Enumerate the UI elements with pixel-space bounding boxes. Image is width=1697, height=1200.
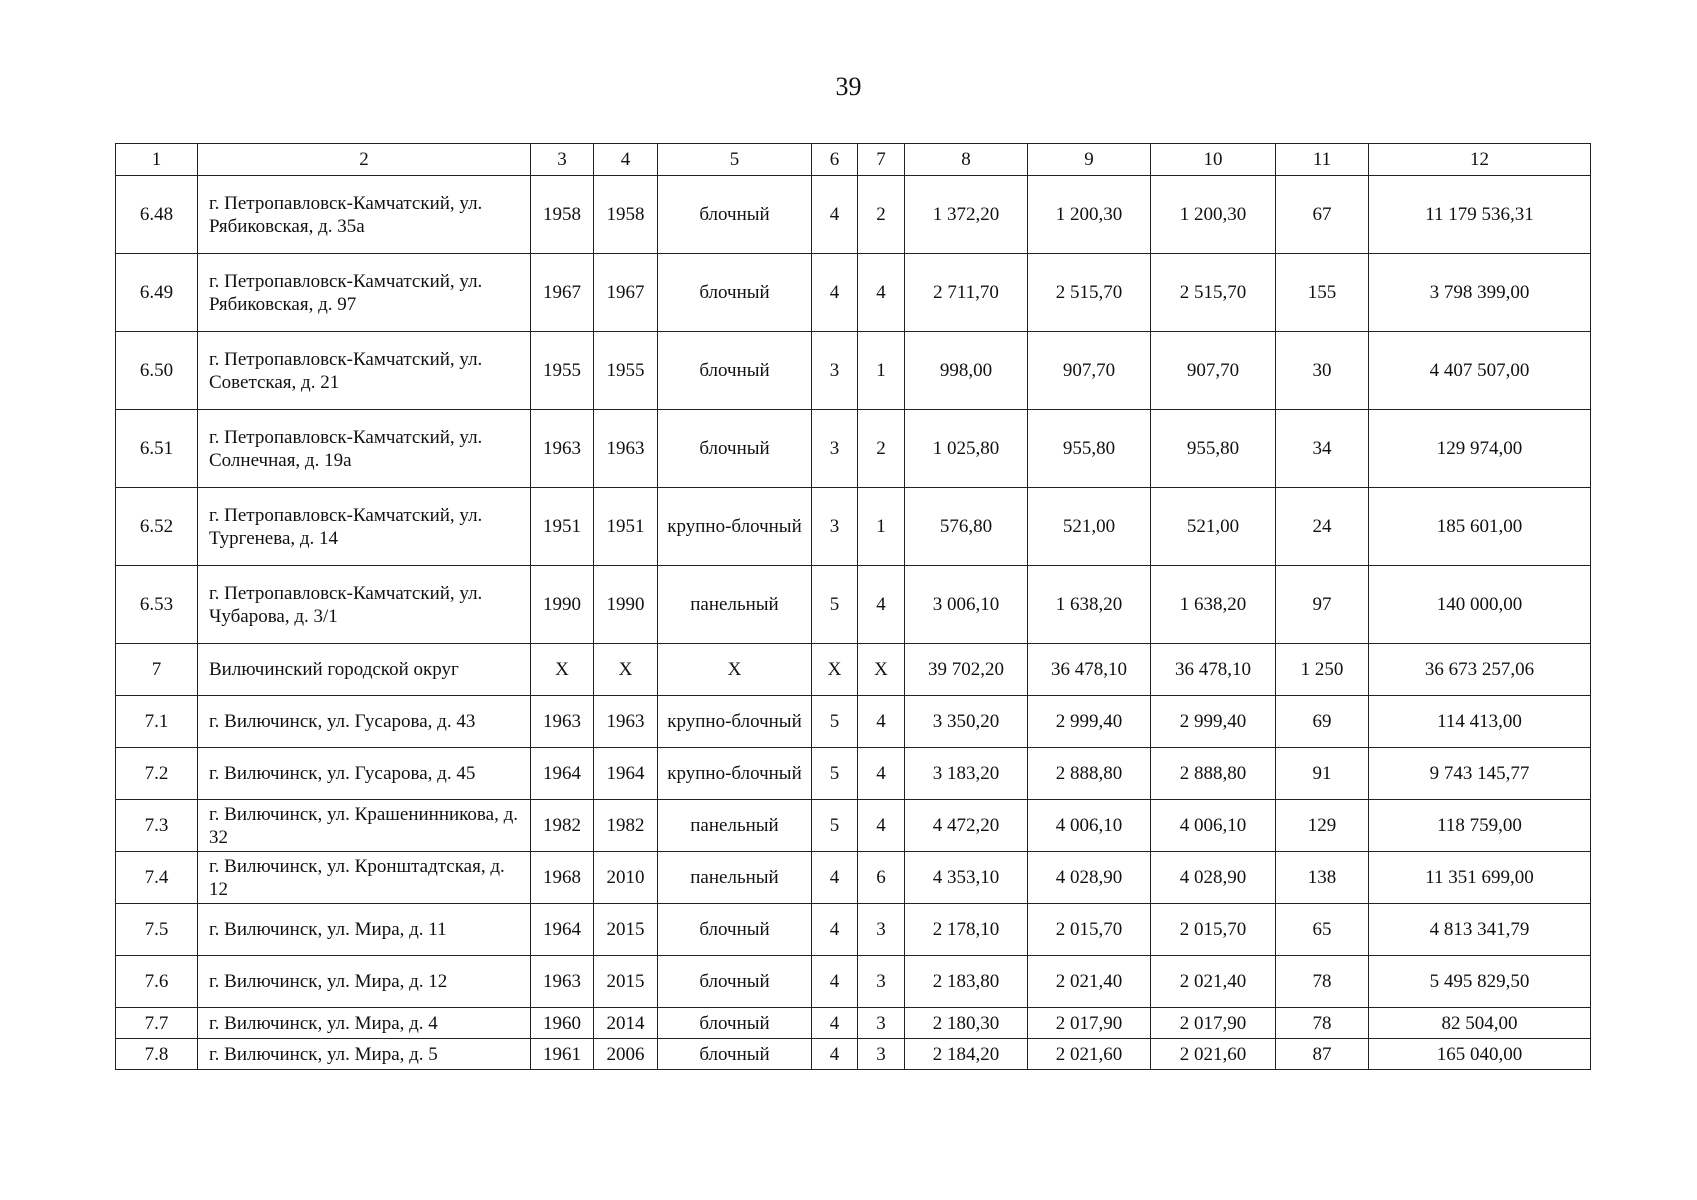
- cell: X: [531, 644, 594, 696]
- cell: панельный: [658, 852, 812, 904]
- cell: 2015: [594, 956, 658, 1008]
- cell: 5: [812, 696, 858, 748]
- cell: 82 504,00: [1369, 1008, 1591, 1039]
- cell: 1951: [531, 488, 594, 566]
- cell: 1964: [594, 748, 658, 800]
- table-row: [116, 410, 1591, 488]
- cell: 907,70: [1151, 332, 1276, 410]
- cell: 955,80: [1028, 410, 1151, 488]
- cell: панельный: [658, 800, 812, 852]
- cell: 2 178,10: [905, 904, 1028, 956]
- cell: 521,00: [1028, 488, 1151, 566]
- column-header: 12: [1369, 144, 1591, 176]
- cell: 1990: [594, 566, 658, 644]
- cell: 5: [812, 800, 858, 852]
- cell: 1 025,80: [905, 410, 1028, 488]
- cell: 4: [812, 904, 858, 956]
- cell: 36 478,10: [1151, 644, 1276, 696]
- cell: 30: [1276, 332, 1369, 410]
- address-cell: г. Петропавловск-Камчатский, ул. Рябиковская, д. 97: [198, 254, 531, 332]
- cell: 3 798 399,00: [1369, 254, 1591, 332]
- row-number: 6.48: [116, 176, 198, 254]
- cell: 5 495 829,50: [1369, 956, 1591, 1008]
- cell: 3: [812, 410, 858, 488]
- cell: 3: [858, 956, 905, 1008]
- cell: 1955: [594, 332, 658, 410]
- cell: 4 472,20: [905, 800, 1028, 852]
- cell: 1958: [594, 176, 658, 254]
- row-number: 7.7: [116, 1008, 198, 1039]
- cell: 1963: [594, 410, 658, 488]
- cell: блочный: [658, 904, 812, 956]
- cell: 24: [1276, 488, 1369, 566]
- cell: 2 515,70: [1151, 254, 1276, 332]
- column-header: 2: [198, 144, 531, 176]
- cell: 1951: [594, 488, 658, 566]
- cell: 2: [858, 410, 905, 488]
- table-row: [116, 644, 1591, 696]
- table-row: [116, 748, 1591, 800]
- cell: блочный: [658, 410, 812, 488]
- address-cell: г. Петропавловск-Камчатский, ул. Советская, д. 21: [198, 332, 531, 410]
- cell: 2: [858, 176, 905, 254]
- cell: 4: [858, 566, 905, 644]
- row-number: 6.53: [116, 566, 198, 644]
- row-number: 6.52: [116, 488, 198, 566]
- cell: X: [658, 644, 812, 696]
- cell: 955,80: [1151, 410, 1276, 488]
- cell: 2 021,60: [1028, 1039, 1151, 1070]
- address-cell: г. Вилючинск, ул. Гусарова, д. 45: [198, 748, 531, 800]
- cell: 9 743 145,77: [1369, 748, 1591, 800]
- cell: 67: [1276, 176, 1369, 254]
- cell: 4 353,10: [905, 852, 1028, 904]
- address-cell: г. Вилючинск, ул. Гусарова, д. 43: [198, 696, 531, 748]
- table-row: [116, 332, 1591, 410]
- cell: 2 888,80: [1028, 748, 1151, 800]
- cell: 1 638,20: [1028, 566, 1151, 644]
- cell: 2015: [594, 904, 658, 956]
- address-cell: г. Петропавловск-Камчатский, ул. Чубарова, д. 3/1: [198, 566, 531, 644]
- cell: 1961: [531, 1039, 594, 1070]
- cell: 1 250: [1276, 644, 1369, 696]
- cell: 2 711,70: [905, 254, 1028, 332]
- cell: 11 179 536,31: [1369, 176, 1591, 254]
- cell: 39 702,20: [905, 644, 1028, 696]
- cell: панельный: [658, 566, 812, 644]
- cell: 907,70: [1028, 332, 1151, 410]
- cell: 91: [1276, 748, 1369, 800]
- cell: 1963: [531, 956, 594, 1008]
- cell: 1963: [531, 696, 594, 748]
- cell: 4: [812, 956, 858, 1008]
- cell: 1 200,30: [1028, 176, 1151, 254]
- cell: 4 028,90: [1151, 852, 1276, 904]
- cell: 4 006,10: [1028, 800, 1151, 852]
- cell: 155: [1276, 254, 1369, 332]
- cell: 1963: [594, 696, 658, 748]
- cell: 2010: [594, 852, 658, 904]
- table-row: [116, 254, 1591, 332]
- cell: 3 006,10: [905, 566, 1028, 644]
- cell: 4: [812, 852, 858, 904]
- table-row: [116, 956, 1591, 1008]
- cell: 576,80: [905, 488, 1028, 566]
- cell: 3: [858, 904, 905, 956]
- column-header: 10: [1151, 144, 1276, 176]
- cell: 4: [812, 1039, 858, 1070]
- table-row: [116, 1008, 1591, 1039]
- row-number: 7.8: [116, 1039, 198, 1070]
- column-header: 6: [812, 144, 858, 176]
- cell: 2 183,80: [905, 956, 1028, 1008]
- cell: X: [812, 644, 858, 696]
- cell: 2 017,90: [1028, 1008, 1151, 1039]
- cell: 3 183,20: [905, 748, 1028, 800]
- cell: блочный: [658, 956, 812, 1008]
- cell: блочный: [658, 1039, 812, 1070]
- cell: 998,00: [905, 332, 1028, 410]
- cell: 6: [858, 852, 905, 904]
- cell: 1963: [531, 410, 594, 488]
- cell: 1: [858, 332, 905, 410]
- address-cell: г. Вилючинск, ул. Мира, д. 12: [198, 956, 531, 1008]
- cell: 3: [812, 488, 858, 566]
- cell: 4 813 341,79: [1369, 904, 1591, 956]
- cell: 1 200,30: [1151, 176, 1276, 254]
- column-header: 9: [1028, 144, 1151, 176]
- cell: 4 006,10: [1151, 800, 1276, 852]
- cell: 1964: [531, 748, 594, 800]
- address-cell: г. Петропавловск-Камчатский, ул. Рябиковская, д. 35а: [198, 176, 531, 254]
- table-row: [116, 176, 1591, 254]
- cell: 1982: [594, 800, 658, 852]
- cell: 1982: [531, 800, 594, 852]
- cell: 97: [1276, 566, 1369, 644]
- cell: 129 974,00: [1369, 410, 1591, 488]
- cell: 69: [1276, 696, 1369, 748]
- cell: 1990: [531, 566, 594, 644]
- row-number: 7.5: [116, 904, 198, 956]
- cell: 11 351 699,00: [1369, 852, 1591, 904]
- cell: 4: [812, 1008, 858, 1039]
- cell: 1955: [531, 332, 594, 410]
- row-number: 7: [116, 644, 198, 696]
- table-row: [116, 800, 1591, 852]
- cell: 5: [812, 566, 858, 644]
- cell: 1968: [531, 852, 594, 904]
- column-header: 3: [531, 144, 594, 176]
- cell: 2 021,40: [1028, 956, 1151, 1008]
- row-number: 7.4: [116, 852, 198, 904]
- address-cell: г. Вилючинск, ул. Мира, д. 4: [198, 1008, 531, 1039]
- cell: 78: [1276, 1008, 1369, 1039]
- cell: 4: [858, 800, 905, 852]
- cell: 114 413,00: [1369, 696, 1591, 748]
- cell: 2 999,40: [1151, 696, 1276, 748]
- address-cell: г. Вилючинск, ул. Мира, д. 11: [198, 904, 531, 956]
- table-row: [116, 488, 1591, 566]
- cell: 2 515,70: [1028, 254, 1151, 332]
- table-row: [116, 696, 1591, 748]
- row-number: 7.2: [116, 748, 198, 800]
- row-number: 6.50: [116, 332, 198, 410]
- cell: X: [858, 644, 905, 696]
- address-cell: г. Вилючинск, ул. Кронштадтская, д. 12: [198, 852, 531, 904]
- cell: 3: [812, 332, 858, 410]
- cell: 2 017,90: [1151, 1008, 1276, 1039]
- cell: 138: [1276, 852, 1369, 904]
- cell: 185 601,00: [1369, 488, 1591, 566]
- cell: 4 028,90: [1028, 852, 1151, 904]
- cell: 2 999,40: [1028, 696, 1151, 748]
- cell: 2 888,80: [1151, 748, 1276, 800]
- cell: 4 407 507,00: [1369, 332, 1591, 410]
- cell: 4: [812, 176, 858, 254]
- cell: 1958: [531, 176, 594, 254]
- cell: 2014: [594, 1008, 658, 1039]
- table-row: [116, 904, 1591, 956]
- cell: 2 180,30: [905, 1008, 1028, 1039]
- address-cell: г. Вилючинск, ул. Крашенинникова, д. 32: [198, 800, 531, 852]
- cell: 2006: [594, 1039, 658, 1070]
- cell: X: [594, 644, 658, 696]
- cell: 3: [858, 1008, 905, 1039]
- cell: 3: [858, 1039, 905, 1070]
- cell: крупно-блочный: [658, 748, 812, 800]
- cell: 65: [1276, 904, 1369, 956]
- cell: 4: [812, 254, 858, 332]
- cell: блочный: [658, 254, 812, 332]
- address-cell: Вилючинский городской округ: [198, 644, 531, 696]
- housing-registry-table: [115, 143, 1591, 1070]
- cell: блочный: [658, 332, 812, 410]
- cell: 4: [858, 748, 905, 800]
- cell: блочный: [658, 176, 812, 254]
- row-number: 7.3: [116, 800, 198, 852]
- cell: крупно-блочный: [658, 696, 812, 748]
- cell: 1967: [531, 254, 594, 332]
- cell: 129: [1276, 800, 1369, 852]
- cell: 1: [858, 488, 905, 566]
- address-cell: г. Петропавловск-Камчатский, ул. Солнечная, д. 19а: [198, 410, 531, 488]
- cell: 2 021,40: [1151, 956, 1276, 1008]
- address-cell: г. Вилючинск, ул. Мира, д. 5: [198, 1039, 531, 1070]
- cell: 2 021,60: [1151, 1039, 1276, 1070]
- cell: 1 372,20: [905, 176, 1028, 254]
- row-number: 7.1: [116, 696, 198, 748]
- cell: 34: [1276, 410, 1369, 488]
- cell: 36 673 257,06: [1369, 644, 1591, 696]
- cell: крупно-блочный: [658, 488, 812, 566]
- column-header: 7: [858, 144, 905, 176]
- table-row: [116, 852, 1591, 904]
- row-number: 6.49: [116, 254, 198, 332]
- address-cell: г. Петропавловск-Камчатский, ул. Тургенева, д. 14: [198, 488, 531, 566]
- cell: 4: [858, 696, 905, 748]
- cell: 36 478,10: [1028, 644, 1151, 696]
- cell: 140 000,00: [1369, 566, 1591, 644]
- column-header: 1: [116, 144, 198, 176]
- cell: 1960: [531, 1008, 594, 1039]
- cell: 118 759,00: [1369, 800, 1591, 852]
- column-header: 8: [905, 144, 1028, 176]
- table-header-row: [116, 144, 1591, 176]
- page-number: 39: [835, 72, 862, 101]
- column-header: 11: [1276, 144, 1369, 176]
- cell: 78: [1276, 956, 1369, 1008]
- cell: 1964: [531, 904, 594, 956]
- cell: 2 015,70: [1028, 904, 1151, 956]
- cell: 5: [812, 748, 858, 800]
- cell: 2 184,20: [905, 1039, 1028, 1070]
- cell: 2 015,70: [1151, 904, 1276, 956]
- cell: 1967: [594, 254, 658, 332]
- column-header: 5: [658, 144, 812, 176]
- table-row: [116, 566, 1591, 644]
- cell: 521,00: [1151, 488, 1276, 566]
- table-row: [116, 1039, 1591, 1070]
- cell: 4: [858, 254, 905, 332]
- row-number: 6.51: [116, 410, 198, 488]
- cell: 165 040,00: [1369, 1039, 1591, 1070]
- cell: 1 638,20: [1151, 566, 1276, 644]
- row-number: 7.6: [116, 956, 198, 1008]
- cell: блочный: [658, 1008, 812, 1039]
- cell: 87: [1276, 1039, 1369, 1070]
- column-header: 4: [594, 144, 658, 176]
- cell: 3 350,20: [905, 696, 1028, 748]
